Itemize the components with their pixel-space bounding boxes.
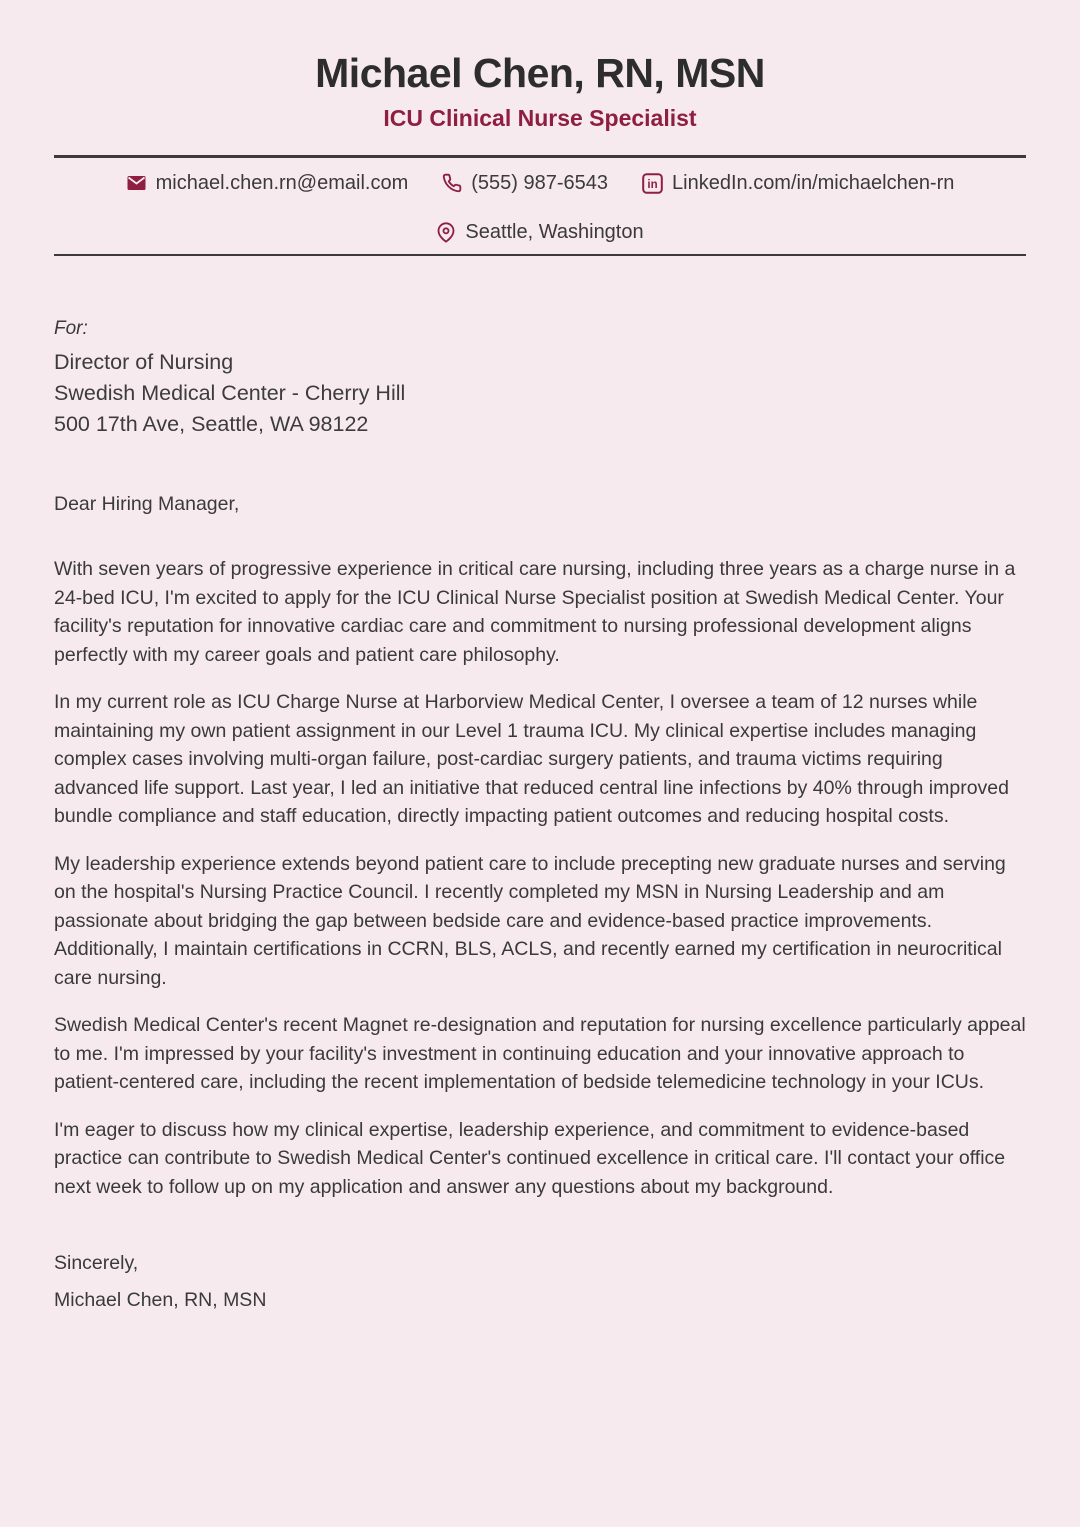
contact-email	[126, 172, 409, 195]
contact-email-text: michael.chen.rn@email.com	[155, 171, 409, 194]
candidate-job-title: ICU Clinical Nurse Specialist	[383, 105, 697, 132]
letter-greeting: Dear Hiring Manager,	[54, 493, 240, 516]
letter-paragraph-1: With seven years of progressive experience in critical care nursing, including three years as a charge nurse in a 24-bed ICU, I'm excited to apply for the ICU Clinical Nurse Specialist position at Swedish Medical Center. Your facility's reputation for innovative cardiac care and commitment to nursing professional development aligns perfectly with my career goals and patient care philosophy.	[54, 558, 1016, 666]
letter-paragraph-5: I'm eager to discuss how my clinical expertise, leadership experience, and commitment to evidence-based practice can contribute to Swedish Medical Center's continued excellence in critical care. I'll contact your office next week to follow up on my application and answer any questions about my background.	[54, 1118, 1006, 1198]
letter-signature: Michael Chen, RN, MSN	[54, 1289, 267, 1312]
contact-row-primary	[54, 172, 1026, 195]
contact-row-secondary	[54, 221, 1026, 244]
contact-location-text: Seattle, Washington	[465, 220, 644, 243]
letter-paragraph-2: In my current role as ICU Charge Nurse at Harborview Medical Center, I oversee a team of 12 nurses while maintaining my own patient assignment in our Level 1 trauma ICU. My clinical expertise includes managing complex cases involving multi-organ failure, post-cardiac surgery patients, and trauma victims requiring advanced life support. Last year, I led an initiative that reduced central line infections by 40% through improved bundle compliance and staff education, directly impacting patient outcomes and reducing hospital costs.	[54, 691, 1009, 828]
contact-linkedin-text: LinkedIn.com/in/michaelchen-rn	[672, 171, 955, 194]
letter-paragraph-4: Swedish Medical Center's recent Magnet re-designation and reputation for nursing excellence particularly appeal to me. I'm impressed by your facility's investment in continuing education and your innovative approach to patient-centered care, including the recent implementation of bedside telemedicine technology in your ICUs.	[54, 1014, 1026, 1094]
recipient-organization: Swedish Medical Center - Cherry Hill	[54, 381, 406, 406]
contact-linkedin	[642, 172, 954, 195]
recipient-for-label: For:	[54, 318, 88, 340]
contact-phone	[442, 172, 608, 195]
envelope-icon	[126, 173, 147, 193]
contact-phone-text: (555) 987-6543	[471, 171, 609, 194]
svg-text:in: in	[647, 178, 658, 191]
letter-body	[54, 555, 1026, 1201]
phone-icon	[442, 173, 462, 193]
recipient-block	[54, 318, 1026, 440]
recipient-title: Director of Nursing	[54, 350, 234, 375]
header-divider-bottom	[54, 254, 1026, 257]
linkedin-icon	[642, 173, 663, 194]
candidate-name: Michael Chen, RN, MSN	[315, 50, 765, 96]
letter-paragraph-3: My leadership experience extends beyond patient care to include precepting new graduate nurses and serving on the hospital's Nursing Practice Council. I recently completed my MSN in Nursing Leadership and am passionate about bridging the gap between bedside care and evidence-based practice improvements. Additionally, I maintain certifications in CCRN, BLS, ACLS, and recently earned my certification in neurocritical care nursing.	[54, 852, 1006, 989]
recipient-street-address: 500 17th Ave, Seattle, WA 98122	[54, 412, 369, 437]
letter-closing: Sincerely,	[54, 1252, 139, 1275]
recipient-address	[54, 347, 1026, 440]
contact-location	[436, 221, 643, 244]
header-divider-top	[54, 155, 1026, 158]
location-pin-icon	[436, 222, 456, 243]
letter-header	[54, 50, 1026, 132]
